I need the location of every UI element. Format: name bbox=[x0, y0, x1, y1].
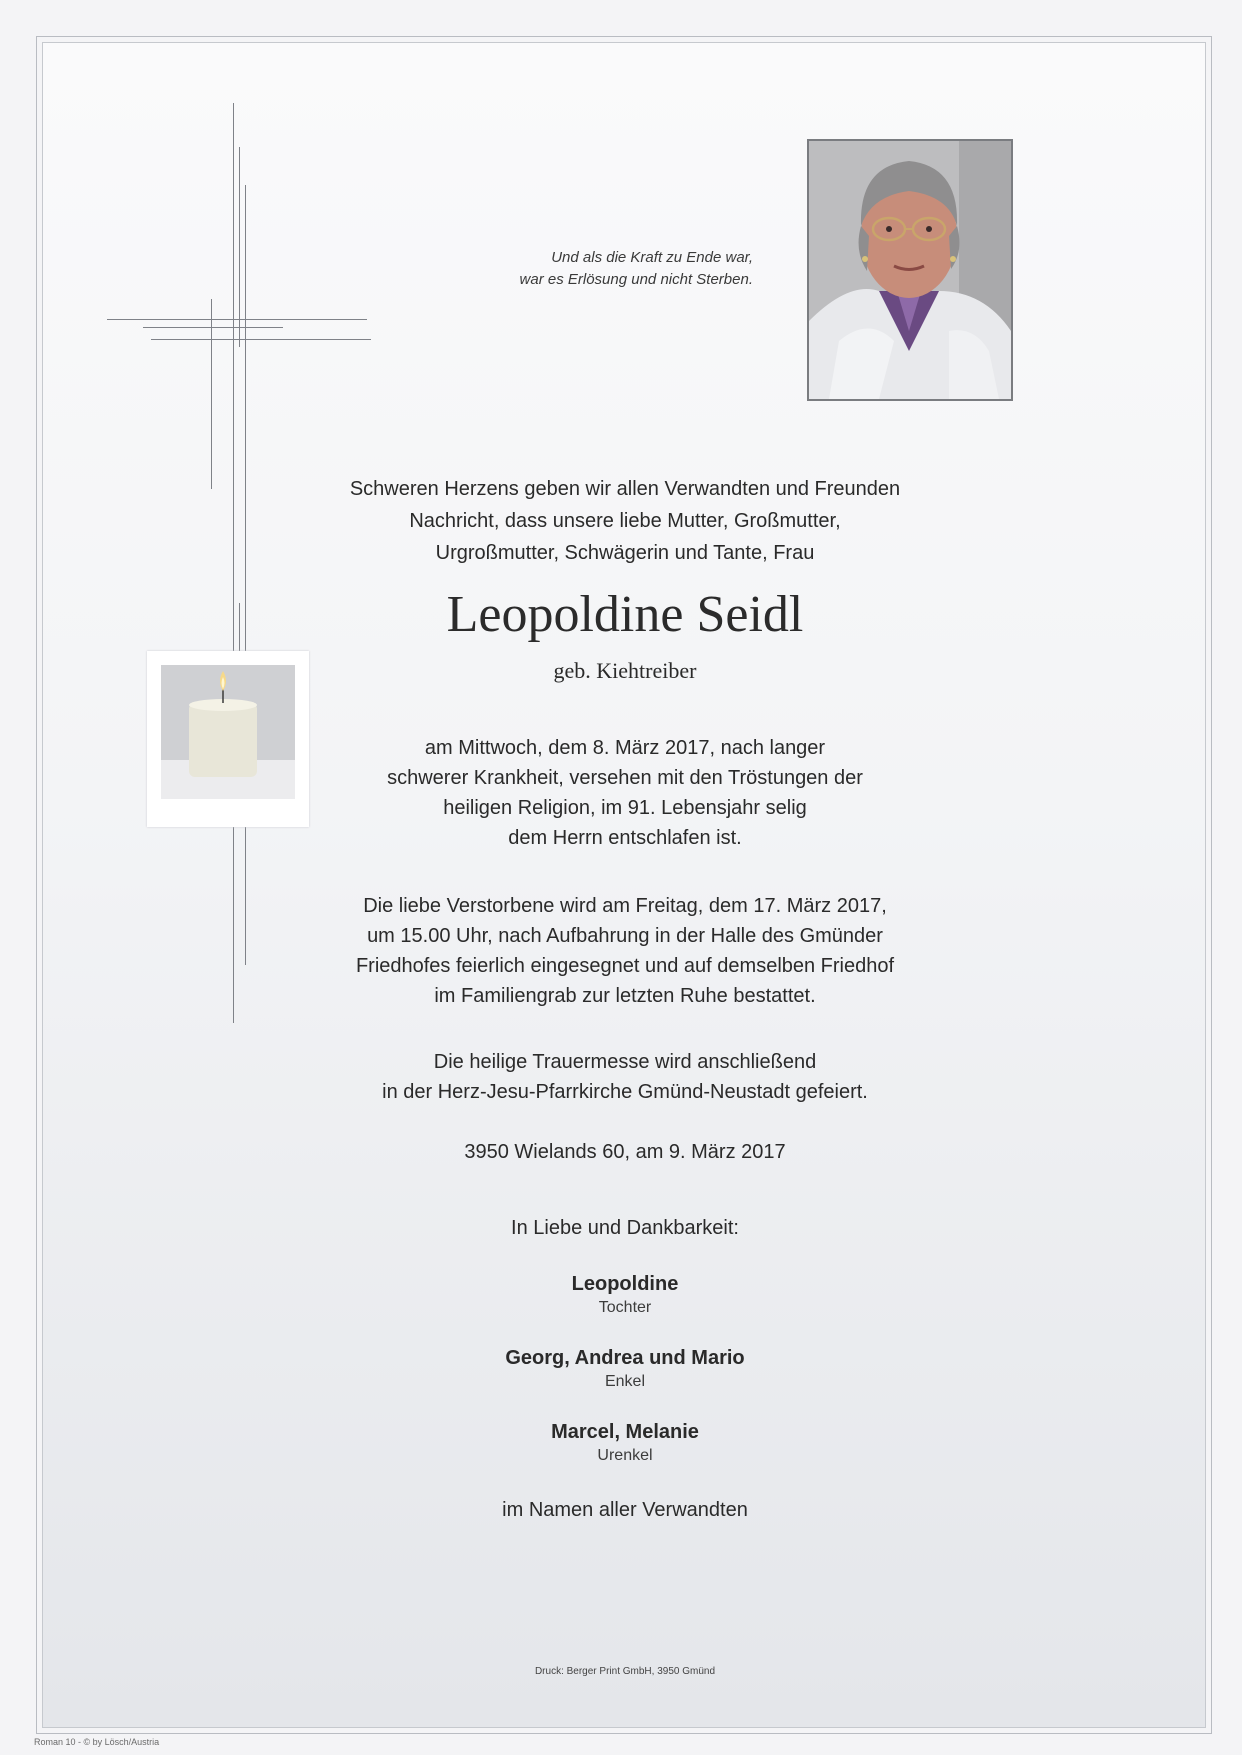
mourner-entry bbox=[43, 1271, 1206, 1319]
mourner-entry bbox=[43, 1419, 1206, 1467]
mass-line: Die heilige Trauermesse wird anschließend bbox=[433, 1051, 817, 1073]
mourner-relation: Enkel bbox=[604, 1373, 646, 1390]
mourner-name: Leopoldine bbox=[571, 1273, 679, 1295]
mourner-relation: Tochter bbox=[598, 1299, 652, 1316]
intro-line: Nachricht, dass unsere liebe Mutter, Großmutter, bbox=[409, 510, 841, 532]
obituary-card bbox=[42, 42, 1206, 1728]
quote-line: Und als die Kraft zu Ende war, bbox=[551, 249, 753, 266]
death-notice-line: am Mittwoch, dem 8. März 2017, nach langer bbox=[424, 737, 826, 759]
death-notice-line: heiligen Religion, im 91. Lebensjahr selig bbox=[443, 797, 807, 819]
death-notice-line: schwerer Krankheit, versehen mit den Tröstungen der bbox=[387, 767, 863, 789]
funeral-line: Die liebe Verstorbene wird am Freitag, dem 17. März 2017, bbox=[363, 895, 887, 917]
mourner-name: Georg, Andrea und Mario bbox=[505, 1347, 745, 1369]
funeral-line: im Familiengrab zur letzten Ruhe bestattet. bbox=[434, 985, 816, 1007]
mass-line: in der Herz-Jesu-Pfarrkirche Gmünd-Neustadt gefeiert. bbox=[382, 1081, 868, 1103]
death-notice-line: dem Herrn entschlafen ist. bbox=[508, 827, 742, 849]
mass-details bbox=[43, 1047, 1206, 1107]
closing-line: im Namen aller Verwandten bbox=[502, 1499, 748, 1521]
funeral-line: Friedhofes feierlich eingesegnet und auf demselben Friedhof bbox=[355, 955, 895, 977]
funeral-line: um 15.00 Uhr, nach Aufbahrung in der Halle des Gmünder bbox=[367, 925, 883, 947]
maiden-name: geb. Kiehtreiber bbox=[553, 658, 697, 683]
funeral-details bbox=[43, 891, 1206, 1011]
intro-text bbox=[43, 473, 1206, 569]
deceased-name: Leopoldine Seidl bbox=[446, 586, 804, 643]
mourner-entry bbox=[43, 1345, 1206, 1393]
portrait-photo bbox=[807, 139, 1013, 401]
quote bbox=[373, 247, 753, 291]
template-credit: Roman 10 - © by Lösch/Austria bbox=[34, 1737, 160, 1747]
intro-line: Schweren Herzens geben wir allen Verwandten und Freunden bbox=[349, 478, 901, 500]
quote-line: war es Erlösung und nicht Sterben. bbox=[519, 271, 753, 288]
death-notice bbox=[43, 733, 1206, 853]
mourner-name: Marcel, Melanie bbox=[551, 1421, 699, 1443]
intro-line: Urgroßmutter, Schwägerin und Tante, Frau bbox=[435, 542, 815, 564]
thanks-line: In Liebe und Dankbarkeit: bbox=[511, 1217, 739, 1239]
printer-credit: Druck: Berger Print GmbH, 3950 Gmünd bbox=[534, 1666, 716, 1677]
mourner-relation: Urenkel bbox=[597, 1447, 653, 1464]
place-date: 3950 Wielands 60, am 9. März 2017 bbox=[464, 1141, 786, 1163]
portrait-illustration bbox=[809, 141, 1011, 399]
